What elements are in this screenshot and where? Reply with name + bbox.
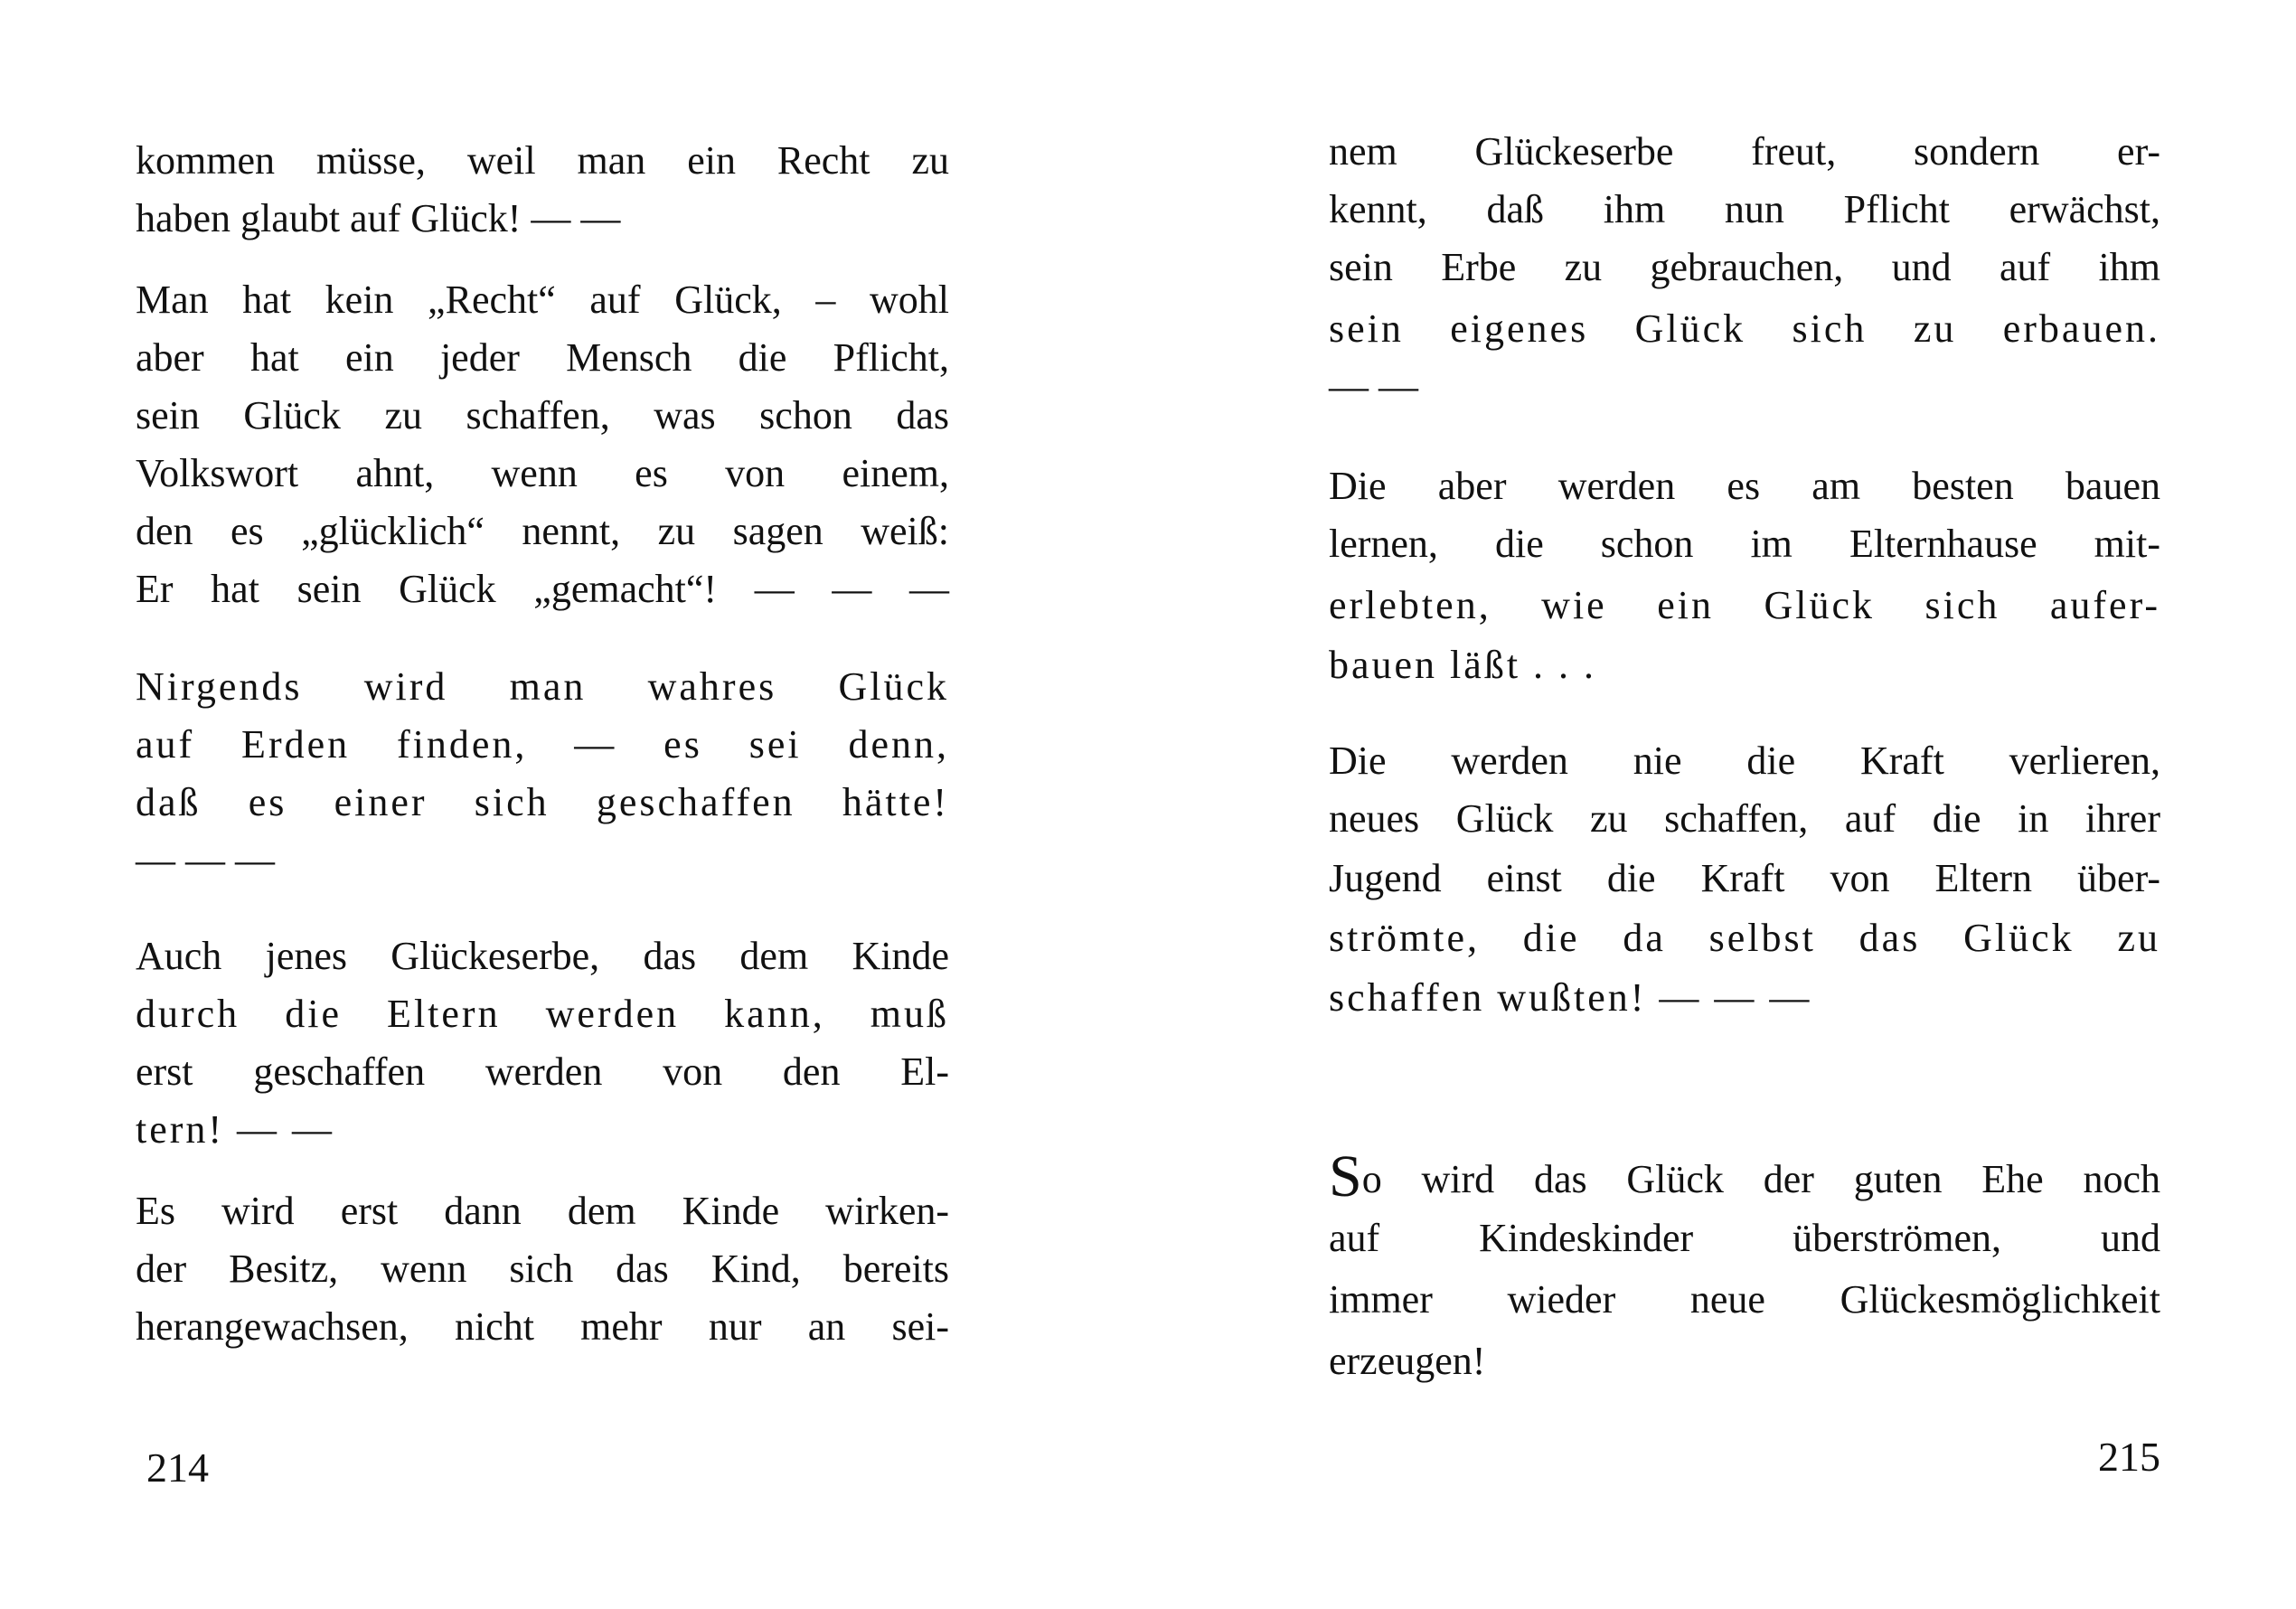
text-line: Die aber werden es am besten bauen — [1329, 464, 2160, 508]
text-line: den es „glücklich“ nennt, zu sagen weiß: — [136, 509, 949, 553]
text-line: bauen läßt . . . — [1329, 643, 1597, 687]
text-line: Die werden nie die Kraft verlieren, — [1329, 739, 2160, 783]
text-line: Auch jenes Glückeserbe, das dem Kinde — [136, 934, 949, 978]
text-line: Er hat sein Glück „gemacht“! — — — — [136, 567, 949, 611]
text-line: auf Erden finden, — es sei denn, — [136, 722, 949, 767]
text-line: lernen, die schon im Elternhause mit- — [1329, 522, 2160, 566]
text-line: tern! — — — [136, 1107, 335, 1152]
text-line: herangewachsen, nicht mehr nur an sei- — [136, 1304, 949, 1349]
text-line: strömte, die da selbst das Glück zu — [1329, 916, 2160, 960]
page-number: 215 — [2098, 1434, 2160, 1480]
text-line: Man hat kein „Recht“ auf Glück, – wohl — [136, 278, 949, 322]
text-line: erlebten, wie ein Glück sich aufer- — [1329, 583, 2160, 627]
text-line: auf Kindeskinder überströmen, und — [1329, 1216, 2160, 1260]
text-line: daß es einer sich geschaffen hätte! — [136, 780, 949, 824]
text-line: sein Erbe zu gebrauchen, und auf ihm — [1329, 245, 2160, 289]
right-page — [1329, 0, 2160, 1609]
text-line: haben glaubt auf Glück! — — — [136, 196, 621, 240]
text-line — [1329, 1143, 2160, 1209]
drop-initial: S — [1329, 1143, 1362, 1209]
text-line: erzeugen! — [1329, 1339, 1486, 1383]
text-line: der Besitz, wenn sich das Kind, bereits — [136, 1247, 949, 1291]
text-line: kennt, daß ihm nun Pflicht erwächst, — [1329, 187, 2160, 231]
text-line: neues Glück zu schaffen, auf die in ihrer — [1329, 796, 2160, 841]
text-line: — — — [1329, 364, 1418, 409]
page-number: 214 — [146, 1444, 209, 1491]
text-line: Jugend einst die Kraft von Eltern über- — [1329, 856, 2160, 900]
text-line: durch die Eltern werden kann, muß — [136, 992, 949, 1036]
text-line: sein Glück zu schaffen, was schon das — [136, 393, 949, 438]
text-line: Nirgends wird man wahres Glück — [136, 664, 949, 709]
text-line-rest: o wird das Glück der guten Ehe noch — [1361, 1157, 2160, 1201]
text-line: nem Glückeserbe freut, sondern er- — [1329, 129, 2160, 174]
left-page — [136, 0, 949, 1609]
text-line: erst geschaffen werden von den El- — [136, 1049, 949, 1094]
text-line: Es wird erst dann dem Kinde wirken- — [136, 1189, 949, 1233]
text-line: — — — — [136, 838, 275, 882]
text-line: sein eigenes Glück sich zu erbauen. — [1329, 306, 2160, 351]
text-line: schaffen wußten! — — — — [1329, 975, 1812, 1020]
text-line: aber hat ein jeder Mensch die Pflicht, — [136, 335, 949, 380]
text-line: Volkswort ahnt, wenn es von einem, — [136, 451, 949, 495]
text-line: kommen müsse, weil man ein Recht zu — [136, 138, 949, 183]
text-line: immer wieder neue Glückesmöglichkeit — [1329, 1277, 2160, 1322]
